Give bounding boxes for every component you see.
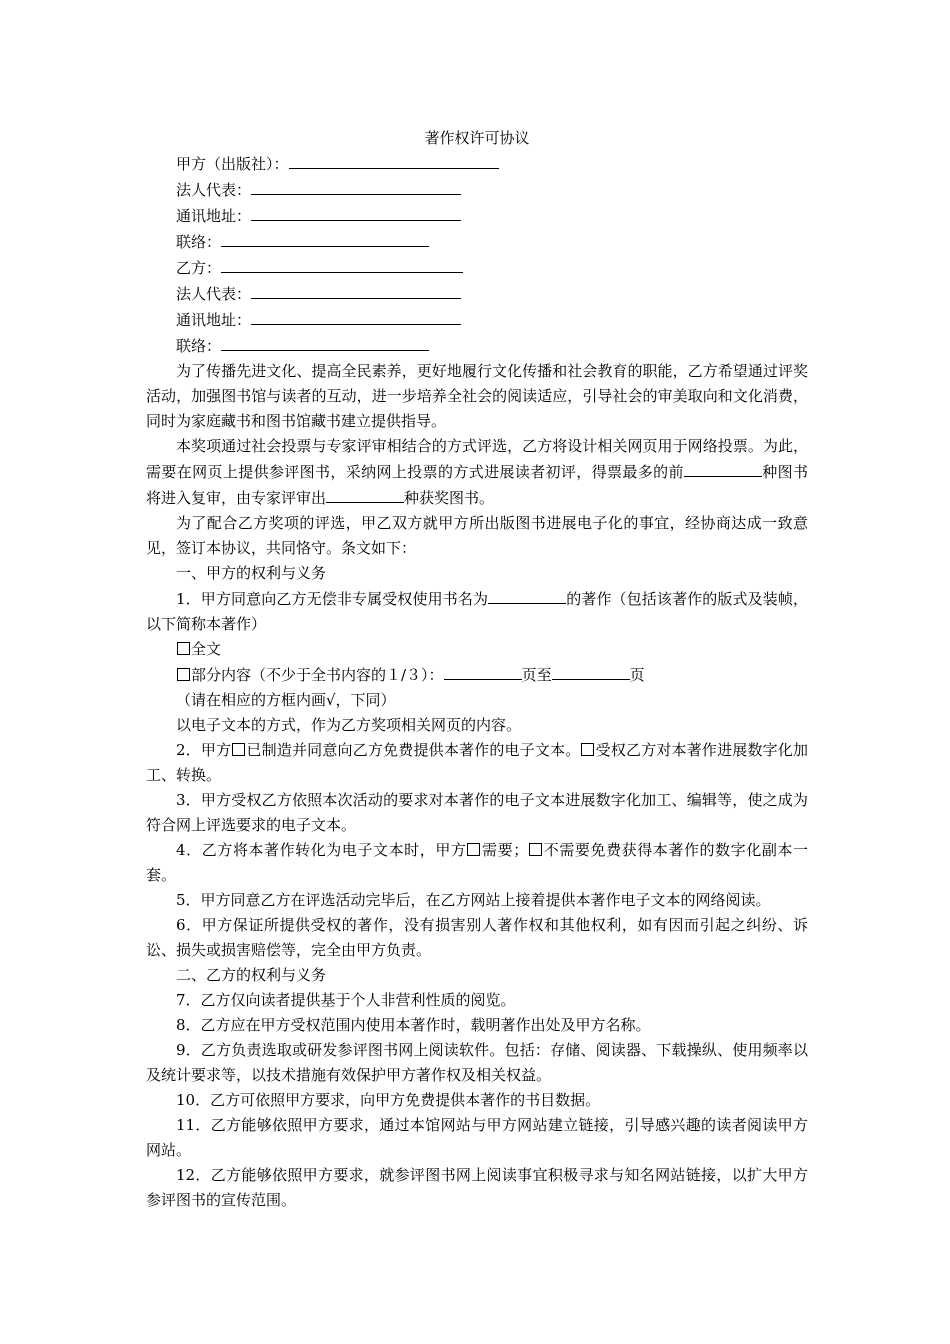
fill-blank[interactable]	[251, 203, 461, 221]
option-partial-content	[146, 662, 808, 688]
text-segment: 需要；	[481, 841, 529, 859]
party-label: 联络：	[176, 337, 222, 355]
clause-7: 7．乙方仅向读者提供基于个人非营利性质的阅览。	[176, 991, 516, 1009]
fill-blank[interactable]	[326, 485, 404, 503]
clause-1-end: 以电子文本的方式，作为乙方奖项相关网页的内容。	[176, 716, 522, 734]
text-segment: 不需要免费获得本著作的数字化副本一套。	[146, 841, 808, 884]
clause-4	[146, 838, 808, 888]
text-segment: 的著作（包括该著作的版式及装帧，以下简称本著作）	[146, 590, 808, 633]
text-segment: 1．甲方同意向乙方无偿非专属受权使用书名为	[176, 590, 489, 608]
party-a-address-line	[146, 203, 808, 229]
party-label: 甲方（出版社）：	[176, 155, 289, 173]
checkbox[interactable]	[467, 843, 480, 856]
option-label: 部分内容（不少于全书内容的１/３）：	[191, 666, 444, 684]
clause-5: 5．甲方同意乙方在评选活动完毕后，在乙方网站上接着提供本著作电子文本的网络阅读。	[176, 891, 771, 909]
party-label: 法人代表：	[176, 285, 252, 303]
fill-blank[interactable]	[251, 307, 461, 325]
text-segment: 2．甲方	[176, 741, 232, 759]
text-segment: 种图书将进入复审，由专家评审出	[146, 463, 808, 507]
intro-paragraph-1: 为了传播先进文化、提高全民素养，更好地履行文化传播和社会教育的职能，乙方希望通过评奖活动，加强图书馆与读者的互动，进一步培养全社会的阅读适应，引导社会的审美取向和文化消费，同时为家庭藏书和图书馆藏书建立提供指导。	[146, 362, 808, 430]
fill-blank[interactable]	[251, 281, 461, 299]
checkbox[interactable]	[581, 743, 594, 756]
intro-paragraph-2	[146, 434, 808, 511]
page-title: 著作权许可协议	[424, 129, 530, 147]
clause-10: 10．乙方可依照甲方要求，向甲方免费提供本著作的书目数据。	[176, 1091, 601, 1109]
fill-blank[interactable]	[251, 177, 461, 195]
clause-6: 6．甲方保证所提供受权的著作，没有损害别人著作权和其他权利，如有因而引起之纠纷、诉讼、损失或损害赔偿等，完全由甲方负责。	[146, 916, 808, 959]
fill-blank[interactable]	[221, 229, 429, 247]
intro-paragraph-3: 为了配合乙方奖项的评选，甲乙双方就甲方所出版图书进展电子化的事宜，经协商达成一致意见，签订本协议，共同恪守。条文如下：	[146, 514, 808, 557]
fill-blank[interactable]	[221, 333, 429, 351]
checkbox[interactable]	[232, 743, 245, 756]
party-a-contact-line	[146, 229, 808, 255]
fill-blank[interactable]	[289, 151, 499, 169]
option-label: 全文	[191, 640, 222, 658]
fill-blank[interactable]	[552, 662, 630, 680]
text-segment: 种获奖图书。	[404, 489, 495, 507]
fill-blank[interactable]	[221, 255, 463, 273]
text-segment: 已制造并同意向乙方免费提供本著作的电子文本。	[246, 741, 581, 759]
fill-blank[interactable]	[684, 459, 762, 477]
agreement-body	[146, 126, 808, 1213]
party-a-legal-rep-line	[146, 177, 808, 203]
text-segment: 本奖项通过社会投票与专家评审相结合的方式评选，乙方将设计相关网页用于网络投票。为此，需要在网页上提供参评图书，采纳网上投票的方式进展读者初评，得票最多的前	[146, 437, 808, 481]
checkbox[interactable]	[177, 668, 190, 681]
clause-2	[146, 738, 808, 788]
party-label: 乙方：	[176, 259, 222, 277]
text-segment: 4．乙方将本著作转化为电子文本时，甲方	[176, 841, 467, 859]
party-label: 通讯地址：	[176, 311, 252, 329]
clause-8: 8．乙方应在甲方受权范围内使用本著作时，载明著作出处及甲方名称。	[176, 1016, 651, 1034]
clause-1	[146, 586, 808, 637]
party-label: 通讯地址：	[176, 207, 252, 225]
fill-blank[interactable]	[444, 662, 522, 680]
party-label: 联络：	[176, 233, 222, 251]
text-segment: 受权乙方对本著作进展数字化加工、转换。	[146, 741, 808, 784]
text-segment: 页至	[521, 666, 552, 684]
option-note: （请在相应的方框内画√，下同）	[176, 691, 396, 709]
clause-3: 3．甲方受权乙方依照本次活动的要求对本著作的电子文本进展数字化加工、编辑等，使之成为符合网上评选要求的电子文本。	[146, 791, 808, 834]
party-b-address-line	[146, 307, 808, 333]
party-b-line	[146, 255, 808, 281]
party-b-legal-rep-line	[146, 281, 808, 307]
checkbox[interactable]	[177, 642, 190, 655]
party-label: 法人代表：	[176, 181, 252, 199]
checkbox[interactable]	[529, 843, 542, 856]
fill-blank[interactable]	[488, 586, 566, 604]
clause-12: 12．乙方能够依照甲方要求，就参评图书网上阅读事宜积极寻求与知名网站链接，以扩大甲方参评图书的宣传范围。	[146, 1166, 808, 1209]
clause-11: 11．乙方能够依照甲方要求，通过本馆网站与甲方网站建立链接，引导感兴趣的读者阅读甲方网站。	[146, 1116, 808, 1159]
section-heading-party-a: 一、甲方的权利与义务	[176, 564, 327, 582]
option-full-text	[146, 637, 808, 662]
text-segment: 页	[629, 666, 645, 684]
party-b-contact-line	[146, 333, 808, 359]
party-a-publisher-line	[146, 151, 808, 177]
clause-9: 9．乙方负责选取或研发参评图书网上阅读软件。包括：存储、阅读器、下载操纵、使用频率以及统计要求等，以技术措施有效保护甲方著作权及相关权益。	[146, 1041, 808, 1084]
section-heading-party-b: 二、乙方的权利与义务	[176, 966, 327, 984]
